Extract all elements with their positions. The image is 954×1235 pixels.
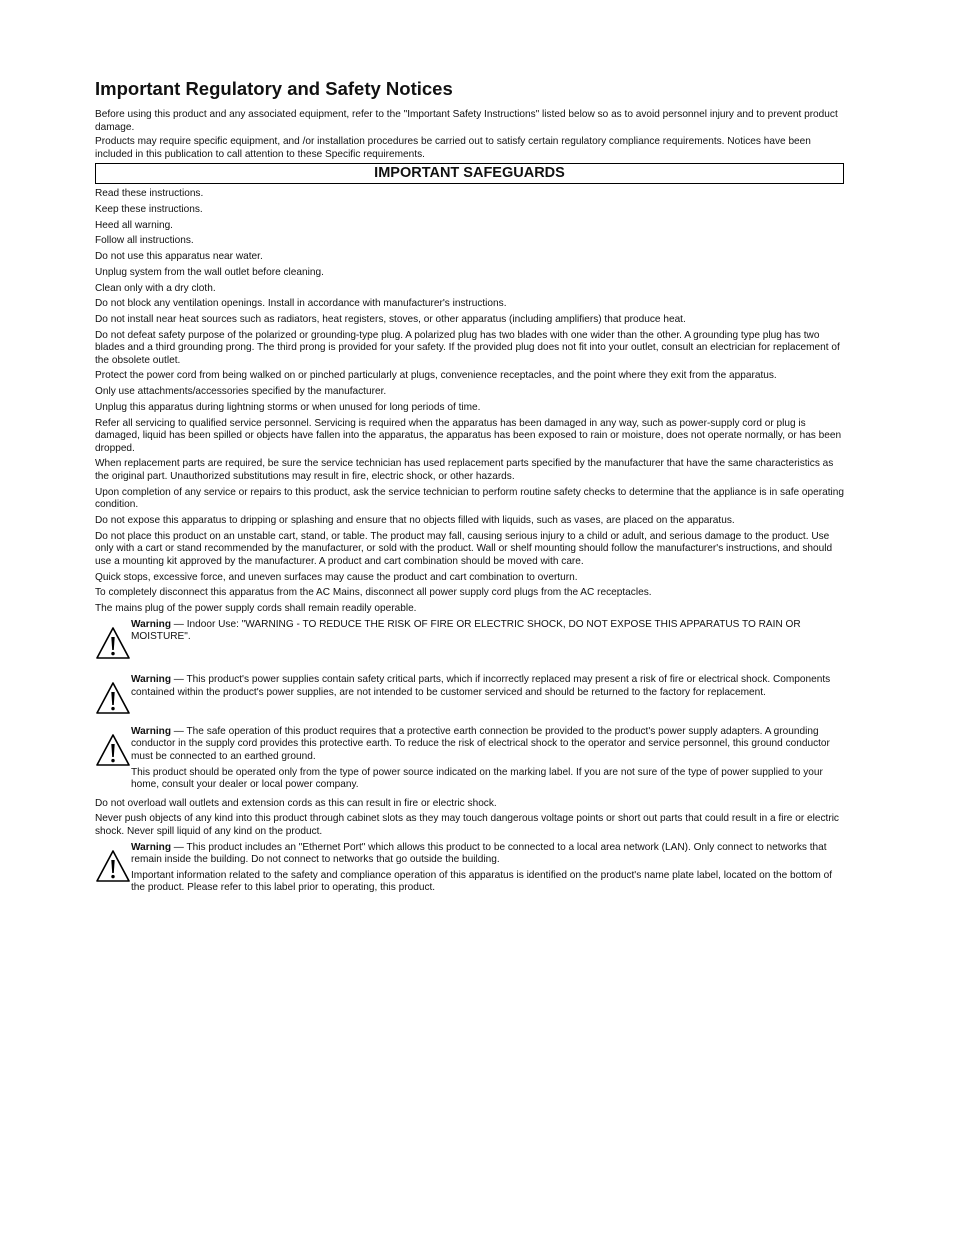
safeguard-item: Upon completion of any service or repairs to this product, ask the service technician to perform routine safety checks to determine that the appliance is in safe operating condition.	[95, 486, 845, 511]
safeguard-item: Refer all servicing to qualified service personnel. Servicing is required when the apparatus has been damaged in any way, such as power-supply cord or plug is damaged, liquid has been spilled or objects have fallen into the apparatus, the apparatus has been exposed to rain or moisture, does not operate normally, or has been dropped.	[95, 417, 842, 454]
intro-paragraph: Products may require specific equipment, and /or installation procedures be carried out to satisfy certain regulatory compliance requirements. Notices have been included in this publication to call attention to these Specific requirements.	[95, 136, 811, 160]
warning-text	[131, 674, 844, 702]
safeguard-item: When replacement parts are required, be sure the service technician has used replacement parts specified by the manufacturer that have the same characteristics as the original part. Unauthorized substitutions may result in fire, electric shock, or other hazards.	[95, 458, 834, 482]
safeguard-item: Do not block any ventilation openings. Install in accordance with manufacturer's instructions.	[95, 298, 507, 310]
warning-triangle-icon	[95, 626, 131, 665]
warning-block	[95, 842, 844, 898]
safeguard-item: Quick stops, excessive force, and uneven surfaces may cause the product and cart combination to overturn.	[95, 571, 578, 583]
warning-body: — The safe operation of this product requires that a protective earth connection be provided to the product's power supply adapters. A grounding conductor in the supply cord provides this protective earth. To reduce the risk of electrical shock to the operator and service personnel, this ground conductor must be connected to an earthed ground.	[131, 725, 830, 762]
safeguard-item: Do not use this apparatus near water.	[95, 251, 263, 263]
safeguard-item: Unplug this apparatus during lightning storms or when unused for long periods of time.	[95, 401, 481, 413]
warning-label: Warning	[131, 841, 171, 853]
warning-block	[95, 726, 844, 795]
safeguards-list	[95, 188, 844, 615]
safeguard-item: Read these instructions.	[95, 188, 204, 200]
page-title: Important Regulatory and Safety Notices	[95, 78, 453, 99]
warning-label: Warning	[131, 674, 171, 686]
warning-body: — Indoor Use: "WARNING - TO REDUCE THE RISK OF FIRE OR ELECTRIC SHOCK, DO NOT EXPOSE THIS APPARATUS TO RAIN OR MOISTURE".	[131, 618, 801, 643]
warning-block	[95, 619, 844, 665]
warning-text	[131, 726, 844, 795]
warning-text	[131, 842, 844, 898]
warning-body: — This product's power supplies contain safety critical parts, which if incorrectly replaced may present a risk of fire or electrical shock. Components contained within the product's power supplies, are not intended to be customer serviced and should be returned to the factory for replacement.	[131, 674, 831, 698]
intro-section	[95, 109, 844, 161]
safeguard-item: Do not install near heat sources such as radiators, heat registers, stoves, or other apparatus (including amplifiers) that produce heat.	[95, 313, 686, 325]
warning-triangle-icon	[95, 849, 131, 888]
safeguard-item: The mains plug of the power supply cords shall remain readily operable.	[95, 602, 417, 614]
safeguards-banner: IMPORTANT SAFEGUARDS	[95, 163, 844, 184]
safeguard-item: To completely disconnect this apparatus from the AC Mains, disconnect all power supply cord plugs from the AC receptacles.	[95, 587, 652, 599]
safeguard-item: Do not expose this apparatus to dripping or splashing and ensure that no objects filled with liquids, such as vases, are placed on the apparatus.	[95, 514, 735, 526]
warning-text	[131, 619, 844, 647]
safeguard-item: Keep these instructions.	[95, 204, 203, 216]
safeguard-item: Clean only with a dry cloth.	[95, 282, 216, 294]
intro-paragraph: Before using this product and any associated equipment, refer to the "Important Safety Instructions" listed below so as to avoid personnel injury and to prevent product damage.	[95, 109, 838, 133]
warning-triangle-icon	[95, 733, 131, 772]
safeguard-item: Only use attachments/accessories specified by the manufacturer.	[95, 386, 387, 398]
warning-body: — This product includes an "Ethernet Port" which allows this product to be connected to a local area network (LAN). Only connect to networks that remain inside the building. Do not connect to networks that go outside the building.	[131, 841, 827, 866]
safeguard-item: Unplug system from the wall outlet before cleaning.	[95, 266, 324, 278]
warning-extra: Important information related to the safety and compliance operation of this apparatus is identified on the product's name plate label, located on the bottom of the product. Please refer to this label prior to operating, this product.	[131, 869, 833, 894]
warning-block	[95, 674, 844, 720]
document-page	[95, 78, 844, 901]
safeguard-item: Follow all instructions.	[95, 235, 194, 247]
safeguard-item: Heed all warning.	[95, 219, 173, 231]
safeguard-item: Protect the power cord from being walked on or pinched particularly at plugs, convenience receptacles, and the point where they exit from the apparatus.	[95, 370, 777, 382]
warning-label: Warning	[131, 618, 171, 630]
warning-triangle-icon	[95, 681, 131, 720]
note-item: Do not overload wall outlets and extension cords as this can result in fire or electric shock.	[95, 797, 497, 809]
safeguard-item: Do not place this product on an unstable cart, stand, or table. The product may fall, causing serious injury to a child or adult, and serious damage to the product. Use only with a cart or stand recommended by the manufacturer, or sold with the product. Wall or shelf mounting should follow the manufacturer's instructions, and should use a mounting kit approved by the manufacturer. A product and cart combination should be moved with care.	[95, 530, 833, 567]
warning-extra: This product should be operated only from the type of power source indicated on the marking label. If you are not sure of the type of power supplied to your home, consult your dealer or local power company.	[131, 766, 823, 791]
note-item: Never push objects of any kind into this product through cabinet slots as they may touch dangerous voltage points or short out parts that could result in a fire or electric shock. Never spill liquid of any kind on the product.	[95, 813, 839, 837]
safeguard-item: Do not defeat safety purpose of the polarized or grounding-type plug. A polarized plug has two blades with one wider than the other. A grounding type plug has two blades and a third grounding prong. The third prong is provided for your safety. If the provided plug does not fit into your outlet, consult an electrician for replacement of the obsolete outlet.	[95, 329, 840, 366]
warning-label: Warning	[131, 725, 171, 737]
